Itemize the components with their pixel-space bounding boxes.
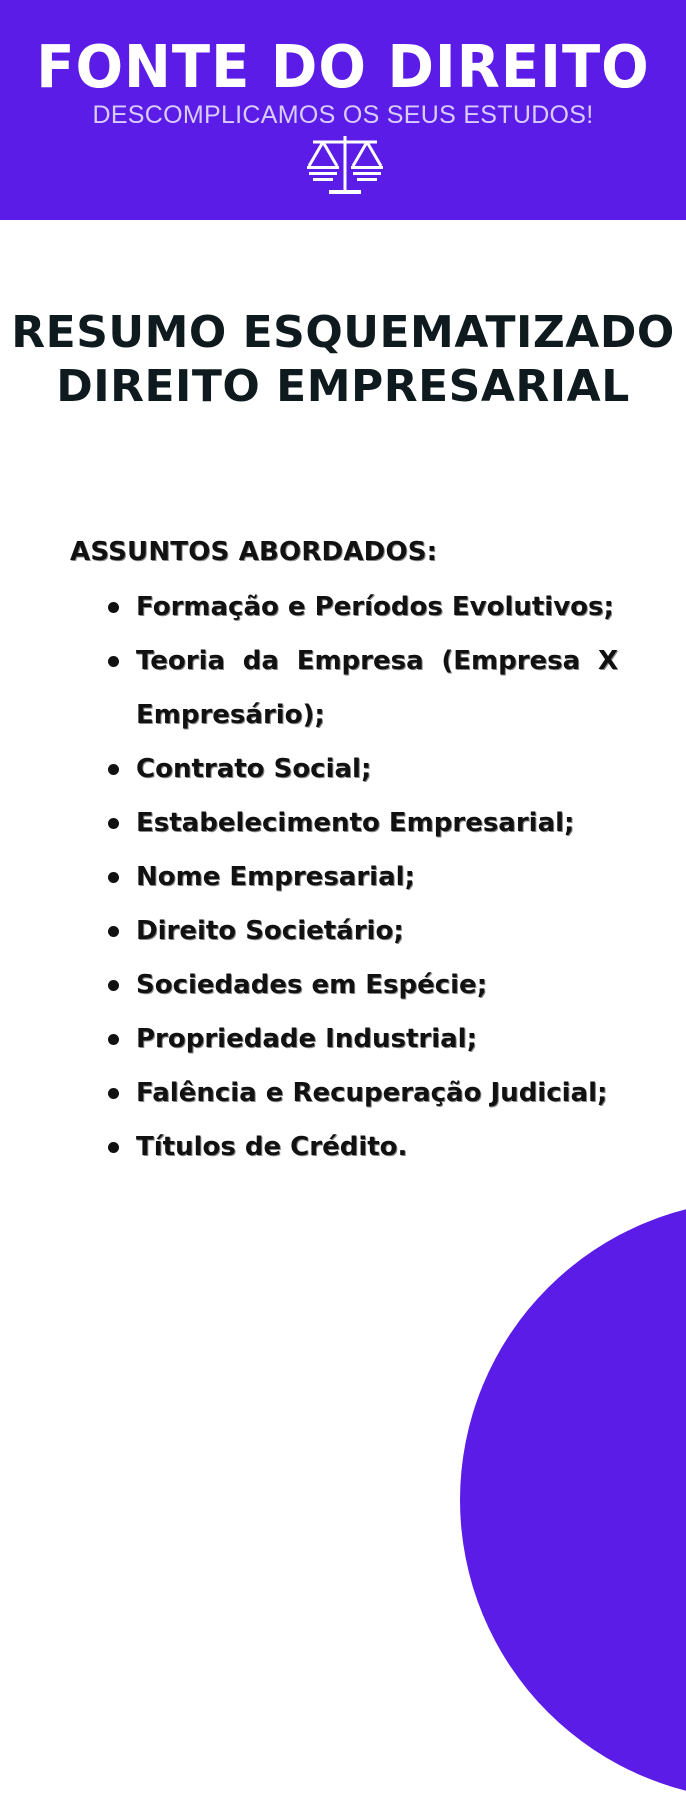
topics-list bbox=[108, 580, 618, 1174]
topic-item: Propriedade Industrial; bbox=[108, 1012, 618, 1066]
topic-item: Direito Societário; bbox=[108, 904, 618, 958]
topic-item: Nome Empresarial; bbox=[108, 850, 618, 904]
document-title-line-1: RESUMO ESQUEMATIZADO bbox=[11, 307, 675, 358]
document-title-line-2: DIREITO EMPRESARIAL bbox=[56, 361, 630, 412]
topic-item: Falência e Recuperação Judicial; bbox=[108, 1066, 618, 1120]
brand-tagline: DESCOMPLICAMOS OS SEUS ESTUDOS! bbox=[92, 101, 594, 129]
topic-item: Títulos de Crédito. bbox=[108, 1120, 618, 1174]
topic-item: Sociedades em Espécie; bbox=[108, 958, 618, 1012]
brand-title: FONTE DO DIREITO bbox=[36, 33, 650, 102]
topic-item: Formação e Períodos Evolutivos; bbox=[108, 580, 618, 634]
topic-item: Estabelecimento Empresarial; bbox=[108, 796, 618, 850]
document-title bbox=[0, 306, 686, 414]
topic-item: Teoria da Empresa (Empresa X Empresário); bbox=[108, 634, 618, 742]
topics-heading: ASSUNTOS ABORDADOS: bbox=[70, 537, 438, 567]
header-banner bbox=[0, 0, 686, 220]
scales-of-justice-icon bbox=[303, 134, 387, 198]
decorative-corner-circle bbox=[460, 1200, 686, 1800]
topic-item: Contrato Social; bbox=[108, 742, 618, 796]
